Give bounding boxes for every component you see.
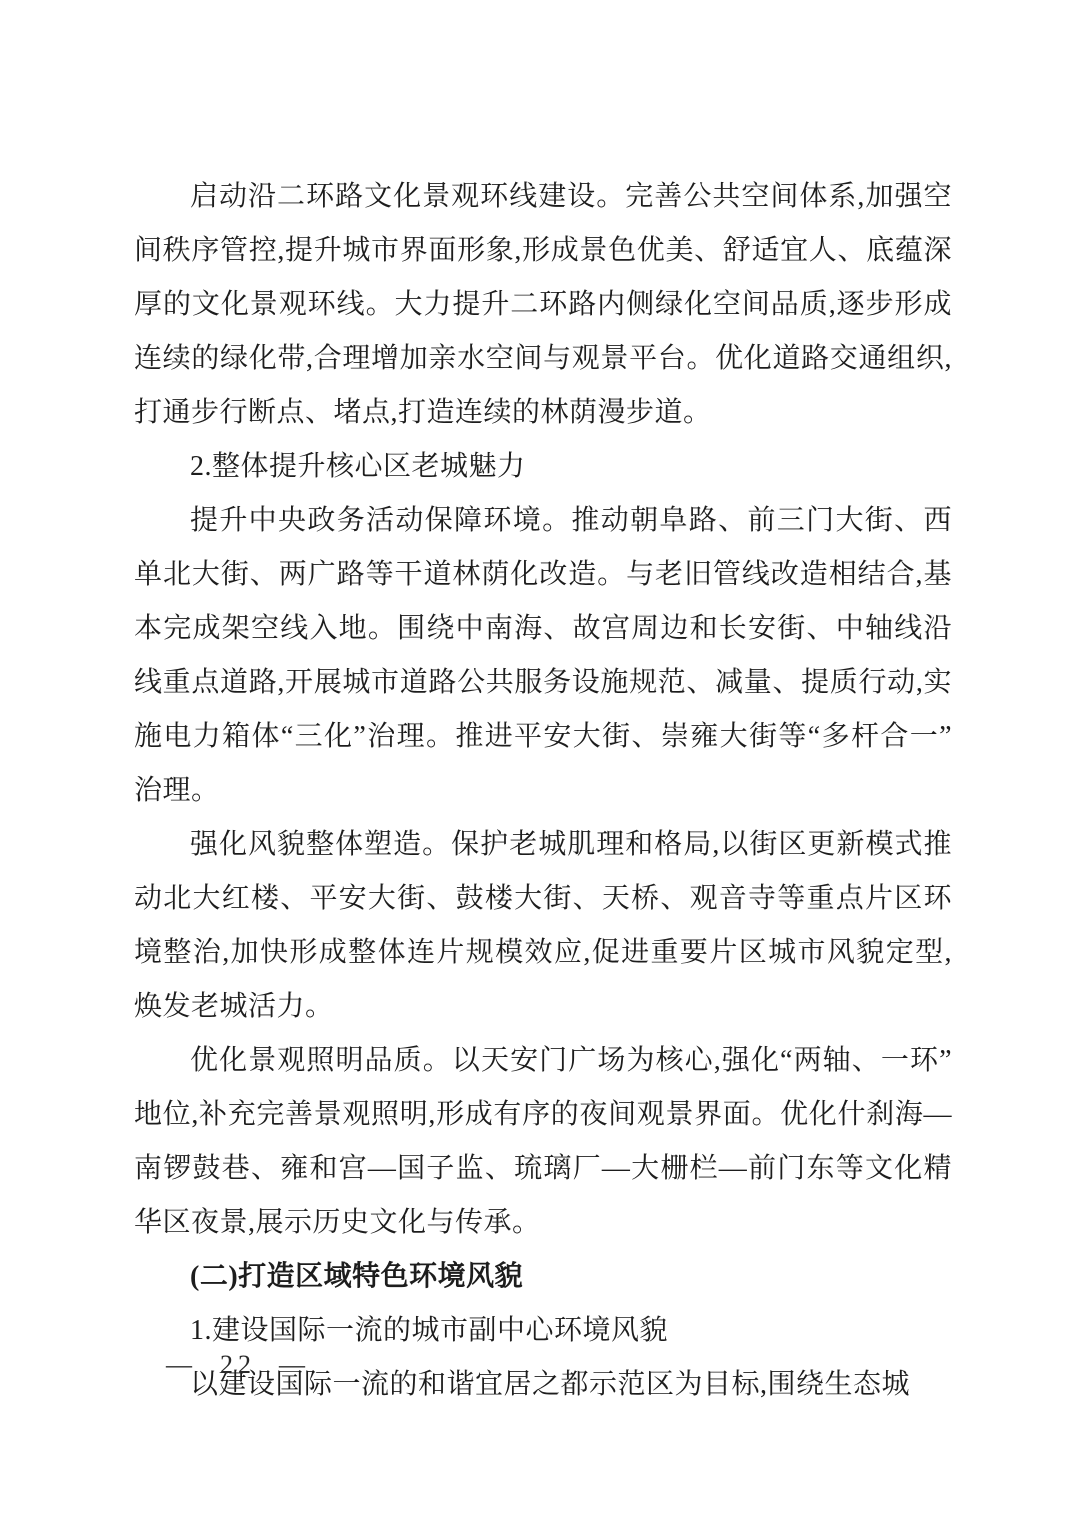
heading-old-city-charm: 2.整体提升核心区老城魅力 [190,451,526,482]
heading-regional-character: (二)打造区域特色环境风貌 [190,1261,524,1292]
document-body [134,170,952,1412]
paragraph-landscape-lighting: 优化景观照明品质。以天安门广场为核心,强化“两轴、一环”地位,补充完善景观照明,形成有序的夜间观景界面。优化什刹海—南锣鼓巷、雍和宫—国子监、琉璃厂—大栅栏—前门东等文化精华区夜景,展示历史文化与传承。 [134,1045,952,1238]
paragraph-overall-cityscape-shaping: 强化风貌整体塑造。保护老城肌理和格局,以街区更新模式推动北大红楼、平安大街、鼓楼大街、天桥、观音寺等重点片区环境整治,加快形成整体连片规模效应,促进重要片区城市风貌定型,焕发老城活力。 [134,829,952,1022]
page-number: — 22 — [166,1350,310,1379]
paragraph-sub-center-intro: 以建设国际一流的和谐宜居之都示范区为目标,围绕生态城 [190,1369,911,1400]
paragraph-ring-road-landscape: 启动沿二环路文化景观环线建设。完善公共空间体系,加强空间秩序管控,提升城市界面形象,形成景色优美、舒适宜人、底蕴深厚的文化景观环线。大力提升二环路内侧绿化空间品质,逐步形成连续的绿化带,合理增加亲水空间与观景平台。优化道路交通组织,打通步行断点、堵点,打造连续的林荫漫步道。 [134,181,952,428]
heading-sub-center-environment: 1.建设国际一流的城市副中心环境风貌 [190,1315,669,1346]
paragraph-central-affairs-environment: 提升中央政务活动保障环境。推动朝阜路、前三门大街、西单北大街、两广路等干道林荫化改造。与老旧管线改造相结合,基本完成架空线入地。围绕中南海、故宫周边和长安街、中轴线沿线重点道路,开展城市道路公共服务设施规范、减量、提质行动,实施电力箱体“三化”治理。推进平安大街、崇雍大街等“多杆合一”治理。 [134,505,952,806]
